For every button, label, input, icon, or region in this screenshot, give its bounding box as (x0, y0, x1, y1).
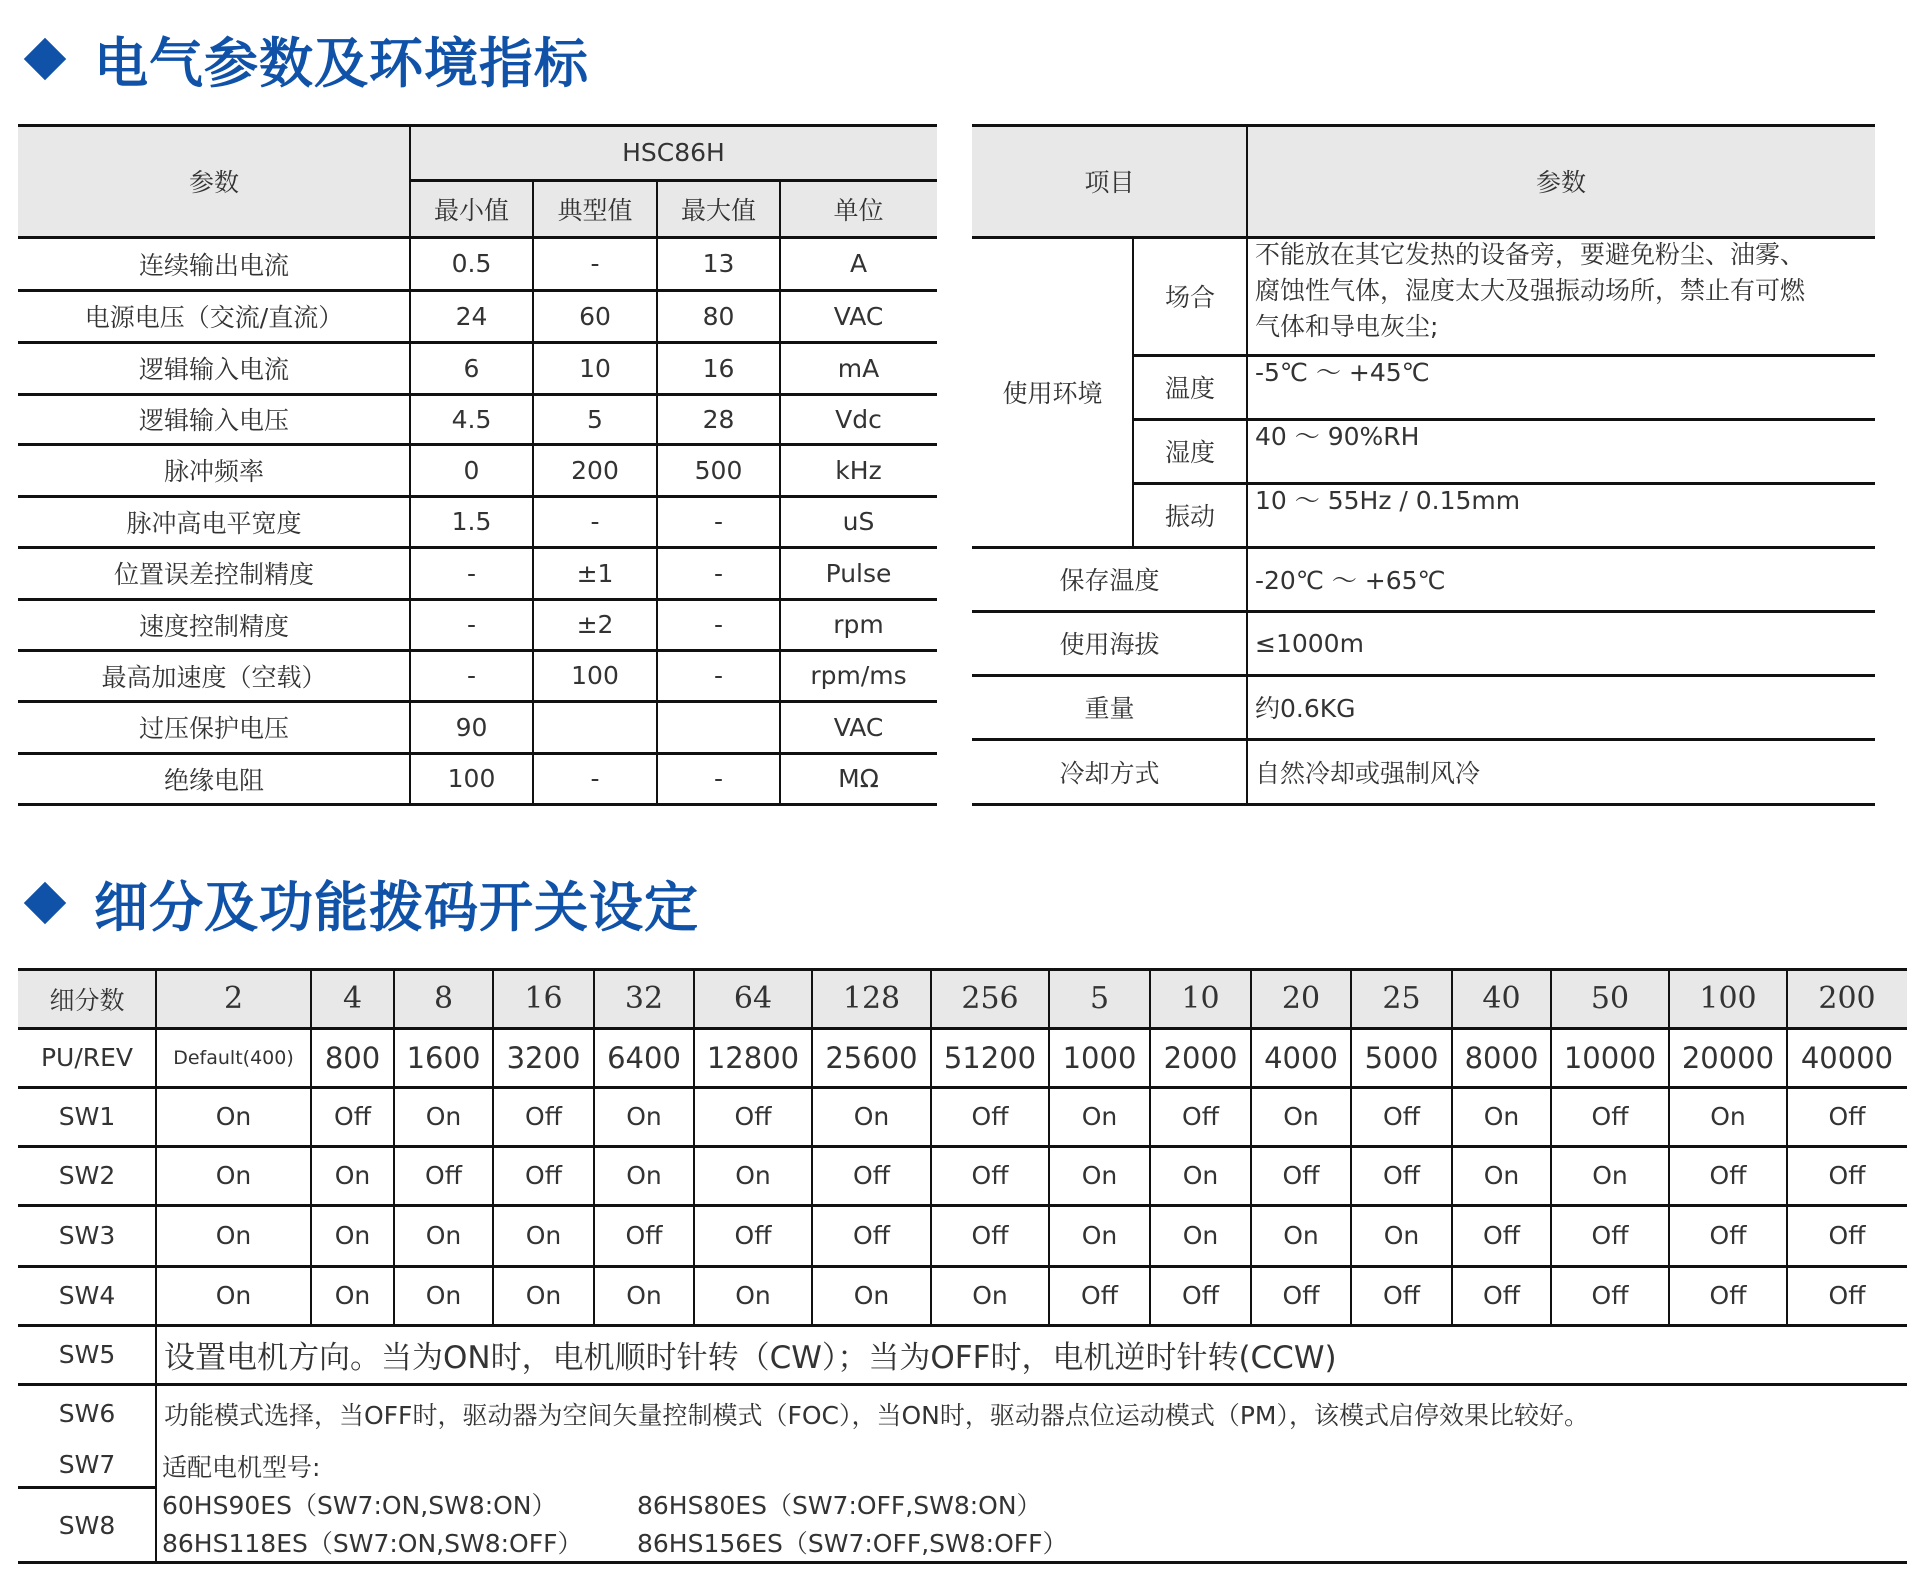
param-max: - (713, 661, 724, 690)
microstep-value: 100 (1699, 981, 1757, 1016)
param-typ: 10 (579, 353, 611, 383)
microstep-value: 20 (1281, 981, 1321, 1016)
divider (1451, 969, 1453, 1325)
env-value (1247, 419, 1875, 483)
env-sub-label: 温度 (1164, 374, 1215, 403)
pulses-per-rev: 1600 (406, 1040, 481, 1075)
env-sub-label: 湿度 (1164, 438, 1215, 467)
switch-state-sw1: Off (1383, 1102, 1420, 1131)
row-label: SW1 (58, 1102, 116, 1131)
microstep-value: 128 (842, 981, 901, 1016)
row-label: SW3 (58, 1221, 116, 1250)
microstep-value: 200 (1818, 981, 1876, 1016)
microstep-value: 4 (342, 981, 363, 1016)
pulses-per-rev: 10000 (1563, 1040, 1657, 1075)
param-unit: kHz (835, 455, 882, 485)
divider (811, 969, 813, 1325)
switch-state-sw4: On (425, 1281, 462, 1310)
divider (18, 752, 937, 755)
env-label: 保存温度 (1059, 566, 1160, 595)
divider (18, 1145, 1907, 1148)
param-unit: VAC (833, 301, 884, 331)
param-min: 24 (455, 301, 488, 331)
divider (693, 969, 695, 1325)
switch-state-sw1: On (1710, 1102, 1746, 1131)
param-name: 脉冲高电平宽度 (126, 508, 302, 538)
pulses-per-rev: 3200 (506, 1040, 581, 1075)
divider (656, 180, 658, 804)
env-value: -20℃ ～ +65℃ (1255, 566, 1446, 595)
param-max: - (713, 764, 724, 793)
divider (593, 969, 595, 1325)
switch-state-sw3: Off (1828, 1221, 1866, 1250)
divider (18, 649, 937, 652)
param-typ: - (590, 507, 600, 536)
section-heading-dip (22, 868, 699, 938)
env-label: 使用海拔 (1059, 630, 1160, 659)
switch-state-sw2: Off (971, 1161, 1009, 1190)
row-label: 细分数 (49, 985, 125, 1015)
divider (18, 495, 937, 498)
divider (18, 968, 1907, 971)
param-max: 80 (702, 301, 735, 331)
divider (18, 124, 937, 127)
divider (393, 969, 395, 1325)
switch-state-sw1: Off (1591, 1102, 1629, 1131)
param-unit: rpm/ms (810, 661, 907, 690)
switch-state-sw4: Off (1383, 1281, 1420, 1310)
pulses-per-rev: 2000 (1163, 1040, 1238, 1075)
param-unit: A (849, 249, 868, 278)
switch-state-sw1: On (425, 1102, 462, 1131)
param-min: 0.5 (451, 249, 492, 278)
divider (18, 393, 937, 396)
switch-state-sw4: Off (1709, 1281, 1747, 1310)
switch-state-sw1: Off (1828, 1102, 1866, 1131)
row-label: SW7 (58, 1449, 116, 1479)
param-name: 速度控制精度 (138, 611, 289, 641)
param-min: - (466, 558, 477, 588)
switch-state-sw3: On (425, 1221, 462, 1250)
microstep-value: 5 (1089, 981, 1110, 1016)
group-label: 使用环境 (1002, 379, 1103, 408)
switch-state-sw2: Off (425, 1161, 462, 1190)
param-name: 位置误差控制精度 (113, 560, 314, 589)
param-name: 逻辑输入电压 (138, 406, 289, 435)
sw6-description: 功能模式选择，当OFF时，驱动器为空间矢量控制模式（FOC），当ON时，驱动器点位运动模式（PM），该模式启停效果比较好。 (164, 1400, 1589, 1430)
switch-state-sw4: Off (1282, 1281, 1320, 1310)
section-heading-electrical (22, 24, 589, 94)
param-typ: ±1 (576, 558, 614, 588)
param-max: 13 (702, 249, 735, 278)
divider (18, 289, 937, 292)
param-max (657, 701, 780, 753)
switch-state-sw2: On (215, 1161, 252, 1190)
switch-state-sw4: On (525, 1281, 562, 1310)
env-value-line: 气体和导电灰尘; (1255, 312, 1439, 341)
switch-state-sw2: Off (1282, 1161, 1320, 1190)
param-name: 最高加速度（空载） (101, 662, 327, 692)
switch-state-sw2: Off (525, 1161, 562, 1190)
param-name: 电源电压（交流/直流） (84, 303, 344, 332)
pulses-per-rev: 8000 (1464, 1040, 1539, 1075)
divider (532, 180, 534, 804)
model-line (162, 1487, 1901, 1525)
column-header-typ: 典型值 (557, 195, 633, 225)
item-header: 项目 (1084, 168, 1135, 197)
divider (492, 969, 494, 1325)
microstep-value: 2 (223, 981, 244, 1016)
divider (1149, 969, 1151, 1325)
divider (1133, 354, 1875, 357)
switch-state-sw4: On (735, 1281, 771, 1310)
param-unit: rpm (833, 610, 884, 639)
divider (18, 598, 937, 601)
env-sub-label: 振动 (1164, 502, 1215, 531)
switch-state-sw3: Off (1483, 1221, 1520, 1250)
divider (18, 1027, 1907, 1030)
divider (18, 1086, 1907, 1089)
param-typ: - (590, 249, 600, 278)
switch-state-sw4: Off (1591, 1281, 1629, 1310)
param-min: - (466, 661, 477, 690)
env-label: 冷却方式 (1059, 758, 1160, 788)
switch-state-sw2: On (334, 1161, 371, 1190)
sw78-title: 适配电机型号: (162, 1453, 321, 1482)
param-unit: uS (842, 507, 875, 536)
pulses-per-rev: 6400 (607, 1040, 681, 1075)
switch-state-sw4: Off (1081, 1281, 1118, 1310)
divider (18, 1486, 156, 1489)
motor-model: 86HS156ES（SW7:OFF,SW8:OFF） (637, 1529, 1068, 1558)
param-max: 16 (702, 353, 735, 383)
switch-state-sw3: On (215, 1221, 252, 1250)
param-header: 参数 (1535, 168, 1586, 197)
sw78-description (162, 1449, 1901, 1560)
motor-model: 86HS80ES（SW7:OFF,SW8:ON） (637, 1491, 1042, 1520)
param-min: 6 (463, 353, 480, 383)
param-max: - (713, 558, 724, 588)
motor-model: 60HS90ES（SW7:ON,SW8:ON） (162, 1491, 557, 1520)
microstep-value: 16 (524, 981, 563, 1016)
divider (1246, 125, 1248, 804)
switch-state-sw2: Off (1828, 1161, 1866, 1190)
microstep-value: 32 (624, 981, 664, 1016)
divider (18, 1561, 1907, 1564)
switch-state-sw2: On (1592, 1161, 1628, 1190)
param-unit: mA (837, 353, 880, 383)
param-typ: ±2 (576, 610, 614, 639)
divider (1250, 969, 1252, 1325)
param-min: 0 (463, 455, 480, 485)
divider (1133, 482, 1875, 485)
row-label: PU/REV (40, 1043, 134, 1072)
switch-state-sw4: On (853, 1281, 890, 1310)
row-label: SW6 (58, 1399, 116, 1428)
switch-state-sw1: Off (1182, 1102, 1219, 1131)
switch-state-sw1: On (1081, 1102, 1118, 1131)
divider (1132, 237, 1134, 547)
param-unit: Pulse (825, 558, 892, 588)
switch-state-sw3: On (1081, 1221, 1118, 1250)
row-label: SW5 (58, 1340, 116, 1369)
divider (972, 236, 1875, 239)
param-typ: 5 (587, 404, 603, 434)
microstep-value: 64 (733, 981, 773, 1016)
row-label: SW8 (58, 1511, 116, 1540)
switch-state-sw4: On (972, 1281, 1008, 1310)
divider (310, 969, 312, 1325)
divider (18, 1324, 1907, 1327)
env-value-line: 不能放在其它发热的设备旁，要避免粉尘、油雾、 (1255, 240, 1806, 269)
divider (18, 1265, 1907, 1268)
divider (18, 1383, 1907, 1386)
env-value-line: -5℃ ～ +45℃ (1255, 358, 1430, 387)
env-value (1247, 483, 1875, 547)
pulses-per-rev: 40000 (1800, 1040, 1894, 1075)
switch-state-sw3: On (1182, 1221, 1219, 1250)
row-label: SW4 (58, 1281, 116, 1310)
switch-state-sw1: On (626, 1102, 662, 1131)
switch-state-sw1: On (215, 1102, 252, 1131)
switch-state-sw3: Off (971, 1221, 1009, 1250)
model-line (162, 1525, 1901, 1563)
param-typ: 100 (571, 661, 619, 690)
switch-state-sw1: On (1283, 1102, 1319, 1131)
microstep-value: 8 (433, 981, 454, 1016)
param-max: - (713, 507, 724, 536)
switch-state-sw3: On (334, 1221, 371, 1250)
param-unit: MΩ (838, 764, 879, 793)
divider (1786, 969, 1788, 1325)
microstep-value: 40 (1482, 981, 1521, 1016)
divider (1668, 969, 1670, 1325)
switch-state-sw1: On (853, 1102, 890, 1131)
param-name: 脉冲频率 (163, 457, 264, 486)
param-name: 连续输出电流 (138, 250, 289, 280)
switch-state-sw4: Off (1828, 1281, 1866, 1310)
switch-state-sw1: Off (525, 1102, 562, 1131)
switch-state-sw3: On (1283, 1221, 1319, 1250)
divider (972, 738, 1875, 741)
divider (409, 125, 411, 804)
row-label: SW2 (58, 1161, 116, 1190)
param-name: 逻辑输入电流 (138, 355, 289, 384)
param-min: 1.5 (451, 507, 492, 536)
divider (972, 674, 1875, 677)
param-typ: - (590, 764, 600, 793)
switch-state-sw2: On (1483, 1161, 1520, 1190)
divider (18, 1204, 1907, 1207)
switch-state-sw3: On (1383, 1221, 1420, 1250)
param-unit: Vdc (835, 404, 882, 434)
param-typ: 60 (579, 301, 611, 331)
microstep-value: 25 (1382, 981, 1421, 1016)
switch-state-sw1: Off (971, 1102, 1009, 1131)
divider (155, 969, 157, 1562)
diamond-bullet-icon (24, 882, 66, 924)
divider (1048, 969, 1050, 1325)
pulses-per-rev: 800 (324, 1040, 381, 1075)
switch-state-sw4: On (215, 1281, 252, 1310)
divider (1133, 418, 1875, 421)
switch-state-sw3: Off (853, 1221, 890, 1250)
microstep-value: 50 (1590, 981, 1630, 1016)
divider (972, 546, 1875, 549)
param-name: 过压保护电压 (138, 714, 289, 743)
pulses-per-rev: 20000 (1681, 1040, 1775, 1075)
pulses-per-rev: 5000 (1364, 1040, 1439, 1075)
switch-state-sw2: Off (853, 1161, 890, 1190)
pulses-per-rev: 25600 (825, 1040, 918, 1075)
switch-state-sw1: On (1483, 1102, 1520, 1131)
env-value: 约0.6KG (1255, 694, 1356, 723)
diamond-bullet-icon (24, 38, 66, 80)
env-sub-label: 场合 (1164, 283, 1215, 312)
column-header-max: 最大值 (680, 195, 756, 225)
switch-state-sw3: Off (625, 1221, 663, 1250)
env-value-line: 腐蚀性气体，湿度太大及强振动场所，禁止有可燃 (1255, 276, 1806, 305)
section-title: 细分及功能拨码开关设定 (94, 875, 699, 939)
section-title: 电气参数及环境指标 (94, 31, 589, 95)
sw5-description: 设置电机方向。当为ON时，电机顺时针转（CW）；当为OFF时，电机逆时针转(CCW) (164, 1340, 1337, 1376)
param-unit: VAC (833, 712, 884, 742)
param-typ: 200 (571, 455, 619, 485)
switch-state-sw3: Off (1709, 1221, 1747, 1250)
divider (410, 179, 937, 182)
divider (779, 180, 781, 804)
env-value-line: 40 ～ 90%RH (1255, 422, 1420, 451)
param-max: 500 (694, 455, 743, 485)
column-header-unit: 单位 (833, 195, 884, 225)
divider (18, 443, 937, 446)
pulses-per-rev: Default(400) (173, 1046, 294, 1069)
pulses-per-rev: 4000 (1264, 1040, 1338, 1075)
divider (1550, 969, 1552, 1325)
param-min: 90 (455, 712, 488, 742)
param-max: - (713, 610, 724, 639)
param-max: 28 (702, 404, 735, 434)
switch-state-sw4: Off (1483, 1281, 1520, 1310)
motor-model: 86HS118ES（SW7:ON,SW8:OFF） (162, 1529, 583, 1558)
divider (18, 700, 937, 703)
switch-state-sw2: Off (1383, 1161, 1420, 1190)
switch-state-sw2: On (735, 1161, 771, 1190)
model-header: HSC86H (622, 138, 725, 167)
param-header: 参数 (188, 168, 239, 197)
switch-state-sw4: Off (1182, 1281, 1219, 1310)
microstep-value: 10 (1181, 981, 1220, 1016)
param-min: 100 (447, 764, 496, 793)
microstep-value: 256 (961, 981, 1019, 1016)
switch-state-sw4: On (626, 1281, 662, 1310)
param-min: 4.5 (451, 404, 492, 434)
divider (1350, 969, 1352, 1325)
divider (972, 124, 1875, 127)
switch-state-sw2: On (1182, 1161, 1219, 1190)
env-value (1247, 237, 1875, 355)
env-value: ≤1000m (1255, 628, 1364, 658)
env-label: 重量 (1084, 694, 1135, 723)
switch-state-sw4: On (334, 1281, 371, 1310)
switch-state-sw1: Off (734, 1102, 772, 1131)
param-min: - (466, 610, 477, 639)
switch-state-sw3: On (525, 1221, 562, 1250)
switch-state-sw3: Off (734, 1221, 772, 1250)
env-value-line: 10 ～ 55Hz / 0.15mm (1255, 486, 1521, 515)
divider (972, 803, 1875, 806)
switch-state-sw3: Off (1591, 1221, 1629, 1250)
param-name: 绝缘电阻 (163, 765, 264, 795)
switch-state-sw2: On (626, 1161, 662, 1190)
switch-state-sw1: Off (334, 1102, 371, 1131)
divider (18, 803, 937, 806)
column-header-min: 最小值 (433, 195, 509, 225)
divider (18, 546, 937, 549)
pulses-per-rev: 51200 (943, 1040, 1037, 1075)
switch-state-sw2: Off (1709, 1161, 1747, 1190)
switch-state-sw2: On (1081, 1161, 1118, 1190)
pulses-per-rev: 12800 (706, 1040, 800, 1075)
divider (18, 236, 937, 239)
param-typ (533, 701, 657, 753)
divider (972, 610, 1875, 613)
divider (18, 341, 937, 344)
pulses-per-rev: 1000 (1062, 1040, 1137, 1075)
divider (930, 969, 932, 1325)
env-value: 自然冷却或强制风冷 (1255, 758, 1481, 788)
env-value (1247, 355, 1875, 419)
